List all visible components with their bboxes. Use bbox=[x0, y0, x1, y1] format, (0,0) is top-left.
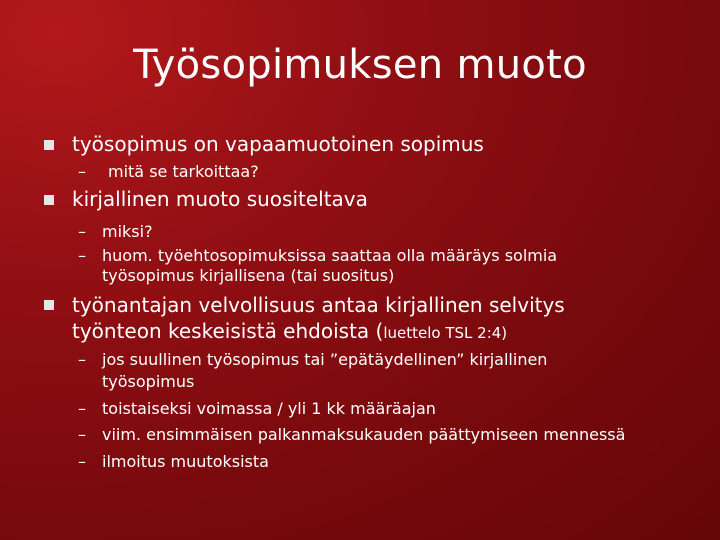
sub-bullet-text-continuation: työsopimus bbox=[102, 372, 195, 391]
sub-bullet-text: viim. ensimmäisen palkanmaksukauden päättymiseen mennessä bbox=[102, 425, 626, 444]
bullet-marker bbox=[44, 300, 54, 310]
sub-bullet-text: jos suullinen työsopimus tai ”epätäydellinen” kirjallinen bbox=[102, 350, 548, 369]
bullet-text-continuation bbox=[72, 319, 507, 346]
bullet-text: työsopimus on vapaamuotoinen sopimus bbox=[72, 132, 484, 156]
bullet-marker bbox=[44, 140, 54, 150]
bullet-text-main: työnteon keskeisistä ehdoista ( bbox=[72, 319, 384, 343]
sub-bullet-text: huom. työehtosopimuksissa saattaa olla määräys solmia bbox=[102, 246, 558, 265]
bullet-marker bbox=[44, 195, 54, 205]
sub-dash: – bbox=[78, 452, 86, 471]
sub-bullet-text: ilmoitus muutoksista bbox=[102, 452, 269, 471]
sub-bullet-text-continuation: työsopimus kirjallisena (tai suositus) bbox=[102, 266, 395, 285]
sub-dash: – bbox=[78, 162, 86, 181]
sub-dash: – bbox=[78, 246, 86, 265]
sub-dash: – bbox=[78, 350, 86, 369]
bullet-text-small: luettelo TSL 2:4) bbox=[383, 324, 508, 342]
bullet-text: työnantajan velvollisuus antaa kirjallinen selvitys bbox=[72, 293, 565, 317]
sub-bullet-text: miksi? bbox=[102, 222, 153, 241]
sub-bullet-text: toistaiseksi voimassa / yli 1 kk määräajan bbox=[102, 399, 436, 418]
sub-dash: – bbox=[78, 399, 86, 418]
sub-dash: – bbox=[78, 222, 86, 241]
bullet-text: kirjallinen muoto suositeltava bbox=[72, 187, 368, 211]
sub-bullet-text: mitä se tarkoittaa? bbox=[108, 162, 259, 181]
sub-dash: – bbox=[78, 425, 86, 444]
slide-title: Työsopimuksen muoto bbox=[133, 42, 587, 88]
